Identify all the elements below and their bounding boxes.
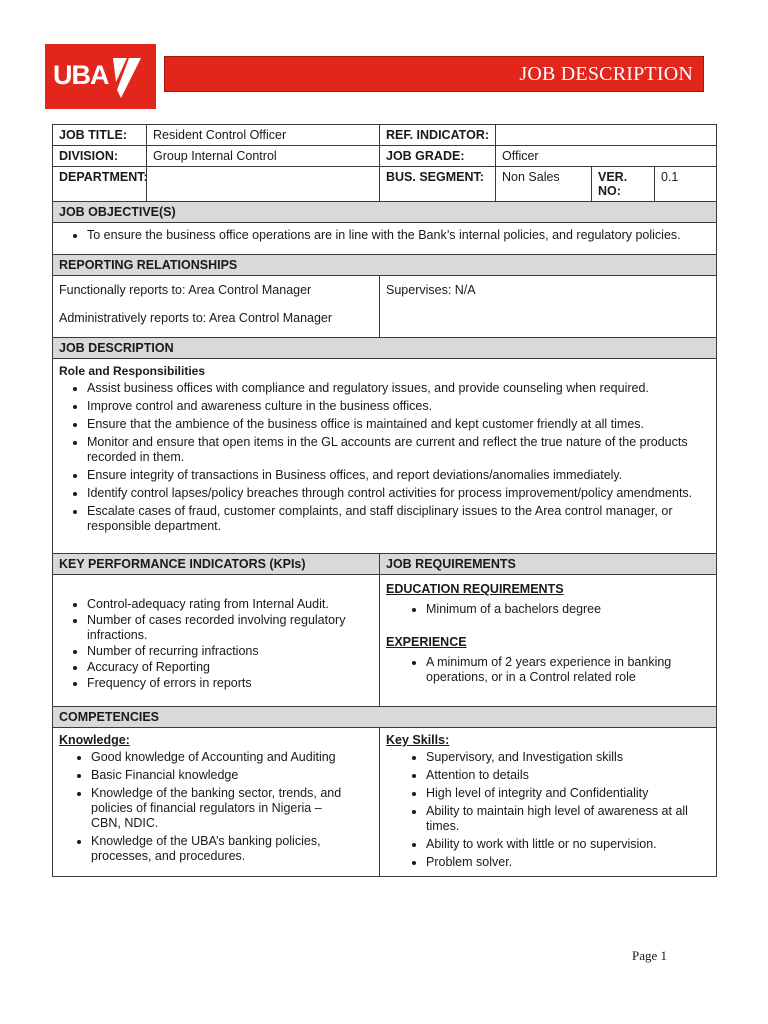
list-item: • Attention to details — [426, 768, 710, 783]
list-item: • Monitor and ensure that open items in the GL accounts are current and reflect the true nature of the products recorded in them. — [87, 435, 710, 465]
list-item: • Escalate cases of fraud, customer complaints, and staff disciplinary issues to the Area control manager, or responsible department. — [87, 504, 710, 534]
list-item: • Improve control and awareness culture in the business offices. — [87, 399, 710, 414]
division-label: DIVISION: — [53, 146, 147, 167]
job-title-value: Resident Control Officer — [147, 125, 380, 146]
job-grade-label: JOB GRADE: — [380, 146, 496, 167]
logo-text: UBA — [53, 60, 109, 90]
skills-list — [386, 750, 710, 870]
experience-heading: EXPERIENCE — [386, 635, 467, 649]
administratively-reports-to: Administratively reports to: Area Control Manager — [59, 311, 333, 325]
kpi-requirements-header-row — [53, 554, 717, 575]
description-heading: JOB DESCRIPTION — [53, 338, 717, 359]
requirements-heading: JOB REQUIREMENTS — [380, 554, 717, 575]
list-item: • Good knowledge of Accounting and Auditing — [91, 750, 351, 765]
ver-no-value: 0.1 — [655, 167, 717, 202]
competencies-header-row — [53, 707, 717, 728]
list-item: • To ensure the business office operations are in line with the Bank’s internal policies, and regulatory policies. — [87, 228, 710, 243]
department-value — [147, 167, 380, 202]
job-title-label: JOB TITLE: — [53, 125, 147, 146]
list-item: • Knowledge of the UBA’s banking policies, processes, and procedures. — [91, 834, 351, 864]
description-row — [53, 359, 717, 554]
list-item: • Ensure integrity of transactions in Business offices, and report deviations/anomalies immediately. — [87, 468, 710, 483]
list-item: • High level of integrity and Confidentiality — [426, 786, 710, 801]
list-item: • Knowledge of the banking sector, trends, and policies of financial regulators in Nigeria – CBN, NDIC. — [91, 786, 351, 831]
responsibilities-list — [59, 381, 710, 534]
kpi-requirements-row — [53, 575, 717, 707]
division-value: Group Internal Control — [147, 146, 380, 167]
list-item: • Identify control lapses/policy breaches through control activities for process improvement/policy amendments. — [87, 486, 710, 501]
row-job-title — [53, 125, 717, 146]
department-label: DEPARTMENT: — [53, 167, 147, 202]
page-title: JOB DESCRIPTION — [519, 63, 693, 85]
list-item: • Ability to work with little or no supervision. — [426, 837, 710, 852]
requirements-cell — [380, 575, 717, 707]
objective-list — [59, 228, 710, 243]
ver-no-label: VER. NO: — [592, 167, 655, 202]
kpi-list — [59, 597, 373, 691]
logo-mark-icon — [107, 52, 147, 102]
description-header-row — [53, 338, 717, 359]
list-item: • Problem solver. — [426, 855, 710, 870]
uba-logo — [45, 44, 156, 109]
list-item: • Ability to maintain high level of awareness at all times. — [426, 804, 710, 834]
knowledge-heading: Knowledge: — [59, 733, 130, 747]
knowledge-cell — [53, 728, 380, 877]
bus-segment-value: Non Sales — [496, 167, 592, 202]
education-heading: EDUCATION REQUIREMENTS — [386, 582, 564, 596]
description-cell — [53, 359, 717, 554]
kpi-heading: KEY PERFORMANCE INDICATORS (KPIs) — [53, 554, 380, 575]
ref-indicator-label: REF. INDICATOR: — [380, 125, 496, 146]
kpi-cell — [53, 575, 380, 707]
supervises: Supervises: N/A — [386, 283, 476, 297]
list-item: • A minimum of 2 years experience in banking operations, or in a Control related role — [426, 655, 710, 685]
supervises-cell — [380, 276, 717, 338]
reports-to-cell — [53, 276, 380, 338]
competencies-heading: COMPETENCIES — [53, 707, 717, 728]
list-item: • Ensure that the ambience of the business office is maintained and kept customer friendly at all times. — [87, 417, 710, 432]
ref-indicator-value — [496, 125, 717, 146]
list-item: • Control-adequacy rating from Internal Audit. — [87, 597, 373, 612]
list-item: • Accuracy of Reporting — [87, 660, 373, 675]
reporting-row — [53, 276, 717, 338]
reporting-heading: REPORTING RELATIONSHIPS — [53, 255, 717, 276]
bus-segment-label: BUS. SEGMENT: — [380, 167, 496, 202]
list-item: • Minimum of a bachelors degree — [426, 602, 710, 617]
page-number: Page 1 — [632, 948, 668, 963]
education-list — [386, 602, 710, 617]
list-item: • Assist business offices with compliance and regulatory issues, and provide counseling when required. — [87, 381, 710, 396]
experience-list — [386, 655, 710, 685]
competencies-row — [53, 728, 717, 877]
list-item: • Supervisory, and Investigation skills — [426, 750, 710, 765]
knowledge-list — [59, 750, 373, 864]
list-item: • Basic Financial knowledge — [91, 768, 351, 783]
job-grade-value: Officer — [496, 146, 717, 167]
key-skills-heading: Key Skills: — [386, 733, 450, 747]
skills-cell — [380, 728, 717, 877]
role-responsibilities-heading: Role and Responsibilities — [59, 364, 206, 378]
reporting-header-row — [53, 255, 717, 276]
list-item: • Frequency of errors in reports — [87, 676, 373, 691]
list-item: • Number of cases recorded involving regulatory infractions. — [87, 613, 373, 643]
title-bar — [164, 56, 704, 92]
list-item: • Number of recurring infractions — [87, 644, 373, 659]
row-department — [53, 167, 717, 202]
row-division — [53, 146, 717, 167]
objective-cell — [53, 223, 717, 255]
objective-header-row — [53, 202, 717, 223]
job-description-table — [52, 124, 717, 877]
objective-heading: JOB OBJECTIVE(S) — [53, 202, 717, 223]
functionally-reports-to: Functionally reports to: Area Control Manager — [59, 283, 312, 297]
objective-row — [53, 223, 717, 255]
